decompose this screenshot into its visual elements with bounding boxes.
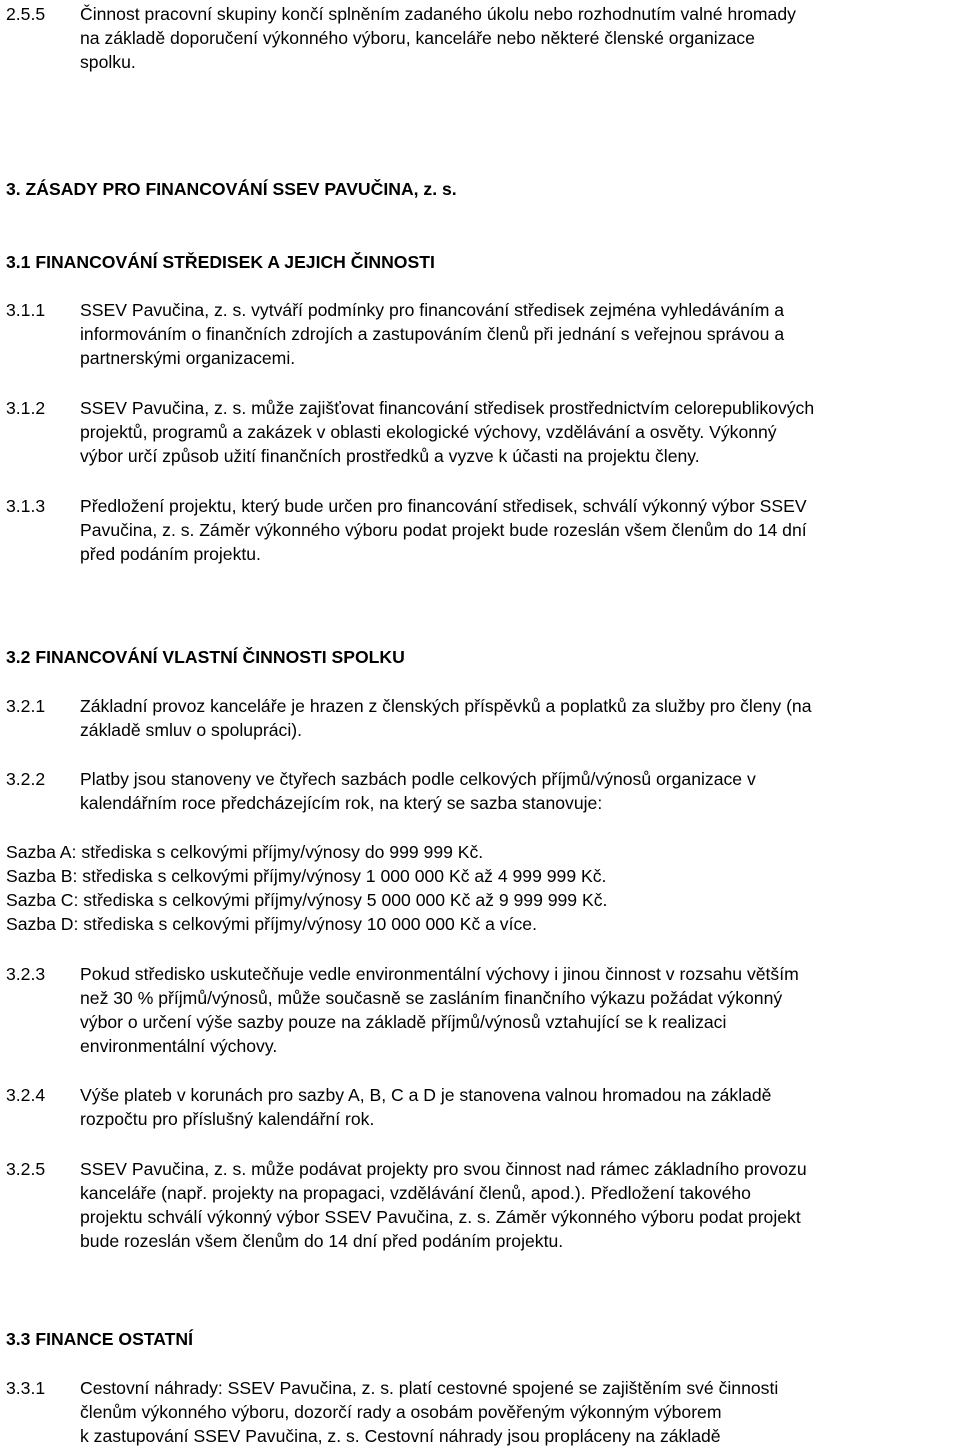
paragraph-number: 3.2.3 bbox=[6, 964, 46, 984]
paragraph-text bbox=[80, 396, 960, 468]
text-line: Platby jsou stanoveny ve čtyřech sazbách podle celkových příjmů/výnosů organizace v bbox=[80, 769, 756, 789]
paragraph-number: 2.5.5 bbox=[6, 4, 46, 24]
paragraph-text bbox=[80, 767, 960, 815]
text-line: Pavučina, z. s. Záměr výkonného výboru podat projekt bude rozeslán všem členům do 14 dní bbox=[80, 520, 807, 540]
text-line: informováním o finančních zdrojích a zastupováním členů při jednání s veřejnou správou a bbox=[80, 324, 785, 344]
paragraph-text bbox=[80, 1157, 960, 1253]
text-line: kalendářním roce předcházejícím rok, na který se sazba stanovuje: bbox=[80, 793, 603, 813]
text-line: Činnost pracovní skupiny končí splněním zadaného úkolu nebo rozhodnutím valné hromady bbox=[80, 4, 796, 24]
rate-d: Sazba D: střediska s celkovými příjmy/výnosy 10 000 000 Kč a více. bbox=[6, 914, 537, 934]
rate-b: Sazba B: střediska s celkovými příjmy/výnosy 1 000 000 Kč až 4 999 999 Kč. bbox=[6, 866, 607, 886]
rate-a: Sazba A: střediska s celkovými příjmy/výnosy do 999 999 Kč. bbox=[6, 842, 484, 862]
text-line: Cestovní náhrady: SSEV Pavučina, z. s. platí cestovné spojené se zajištěním své činnosti bbox=[80, 1378, 779, 1398]
text-line: výbor o určení výše sazby pouze na základě příjmů/výnosů vztahující se k realizaci bbox=[80, 1012, 727, 1032]
rate-list bbox=[6, 840, 607, 936]
text-line: před podáním projektu. bbox=[80, 544, 261, 564]
text-line: SSEV Pavučina, z. s. vytváří podmínky pro financování středisek zejména vyhledáváním a bbox=[80, 300, 785, 320]
paragraph-text bbox=[80, 494, 960, 566]
paragraph-text bbox=[80, 1083, 960, 1131]
paragraph-number: 3.2.4 bbox=[6, 1085, 46, 1105]
heading-section-3-3: 3.3 FINANCE OSTATNÍ bbox=[6, 1329, 194, 1349]
paragraph-text bbox=[80, 2, 960, 74]
text-line: partnerskými organizacemi. bbox=[80, 348, 296, 368]
paragraph-number: 3.3.1 bbox=[6, 1378, 46, 1398]
text-line: projektů, programů a zakázek v oblasti ekologické výchovy, vzdělávání a osvěty. Výkonný bbox=[80, 422, 777, 442]
text-line: kanceláře (např. projekty na propagaci, vzdělávání členů, apod.). Předložení takového bbox=[80, 1183, 751, 1203]
paragraph-text bbox=[80, 298, 960, 370]
paragraph-text bbox=[80, 962, 960, 1058]
paragraph-number: 3.2.2 bbox=[6, 769, 46, 789]
text-line: než 30 % příjmů/výnosů, může současně se zasláním finančního výkazu požádat výkonný bbox=[80, 988, 783, 1008]
text-line: k zastupování SSEV Pavučina, z. s. Cestovní náhrady jsou propláceny na základě bbox=[80, 1426, 721, 1446]
paragraph-text bbox=[80, 1376, 960, 1448]
text-line: členům výkonného výboru, dozorčí rady a osobám pověřeným výkonným výborem bbox=[80, 1402, 722, 1422]
text-line: rozpočtu pro příslušný kalendářní rok. bbox=[80, 1109, 375, 1129]
text-line: bude rozeslán všem členům do 14 dní před podáním projektu. bbox=[80, 1231, 564, 1251]
text-line: výbor určí způsob užití finančních prostředků a vyzve k účasti na projektu členy. bbox=[80, 446, 700, 466]
text-line: Pokud středisko uskutečňuje vedle environmentální výchovy i jinou činnost v rozsahu větším bbox=[80, 964, 799, 984]
text-line: na základě doporučení výkonného výboru, kanceláře nebo některé členské organizace bbox=[80, 28, 755, 48]
paragraph-number: 3.1.1 bbox=[6, 300, 46, 320]
paragraph-number: 3.1.3 bbox=[6, 496, 46, 516]
paragraph-number: 3.1.2 bbox=[6, 398, 46, 418]
text-line: SSEV Pavučina, z. s. může podávat projekty pro svou činnost nad rámec základního provozu bbox=[80, 1159, 807, 1179]
paragraph-number: 3.2.5 bbox=[6, 1159, 46, 1179]
rate-c: Sazba C: střediska s celkovými příjmy/výnosy 5 000 000 Kč až 9 999 999 Kč. bbox=[6, 890, 608, 910]
text-line: Předložení projektu, který bude určen pro financování středisek, schválí výkonný výbor SSEV bbox=[80, 496, 807, 516]
text-line: projektu schválí výkonný výbor SSEV Pavučina, z. s. Záměr výkonného výboru podat projekt bbox=[80, 1207, 801, 1227]
text-line: Základní provoz kanceláře je hrazen z členských příspěvků a poplatků za služby pro členy (na bbox=[80, 696, 812, 716]
text-line: spolku. bbox=[80, 52, 136, 72]
heading-section-3-2: 3.2 FINANCOVÁNÍ VLASTNÍ ČINNOSTI SPOLKU bbox=[6, 647, 405, 667]
heading-section-3: 3. ZÁSADY PRO FINANCOVÁNÍ SSEV PAVUČINA, z. s. bbox=[6, 179, 457, 199]
text-line: SSEV Pavučina, z. s. může zajišťovat financování středisek prostřednictvím celorepublikových bbox=[80, 398, 815, 418]
heading-section-3-1: 3.1 FINANCOVÁNÍ STŘEDISEK A JEJICH ČINNOSTI bbox=[6, 252, 435, 272]
paragraph-number: 3.2.1 bbox=[6, 696, 46, 716]
text-line: Výše plateb v korunách pro sazby A, B, C a D je stanovena valnou hromadou na základě bbox=[80, 1085, 772, 1105]
text-line: environmentální výchovy. bbox=[80, 1036, 278, 1056]
text-line: základě smluv o spolupráci). bbox=[80, 720, 302, 740]
paragraph-text bbox=[80, 694, 960, 742]
